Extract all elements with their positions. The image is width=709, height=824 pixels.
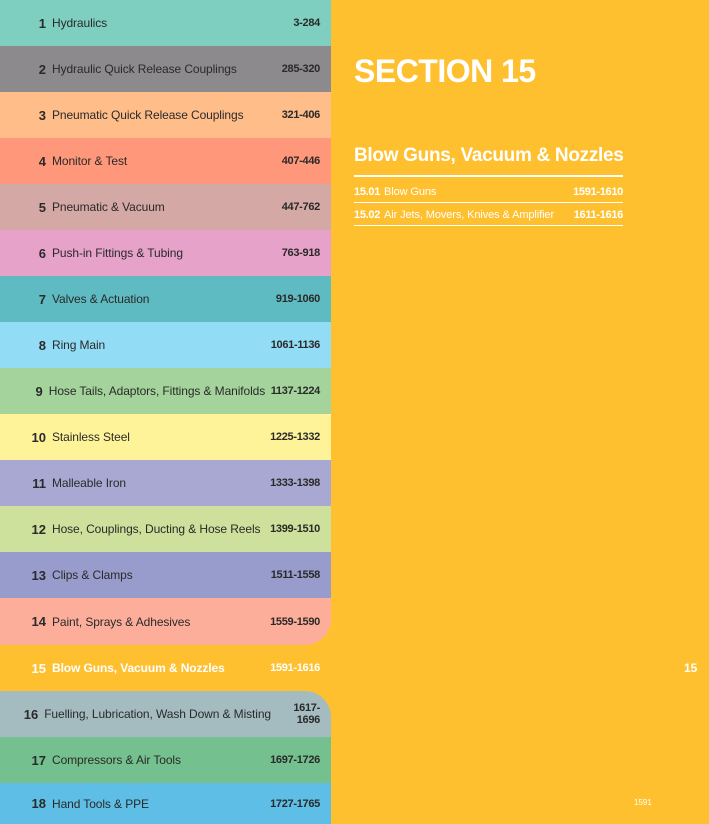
subsection-range: 1591-1610: [573, 185, 623, 198]
section-heading: SECTION 15: [354, 53, 536, 89]
toc-section-number: 5: [38, 199, 46, 215]
toc-section-title: Hose, Couplings, Ducting & Hose Reels: [52, 522, 261, 536]
toc-section-number: 8: [38, 337, 46, 353]
toc-section-title: Blow Guns, Vacuum & Nozzles: [52, 661, 225, 675]
toc-section-number: 16: [23, 706, 39, 722]
toc-page-range: 919-1060: [275, 293, 320, 305]
toc-page-range: 447-762: [281, 201, 320, 213]
subsection-range: 1611-1616: [573, 208, 623, 221]
toc-section-number: 11: [32, 475, 46, 491]
toc-section-title: Stainless Steel: [52, 430, 130, 444]
toc-section-number: 13: [31, 567, 46, 583]
toc-section-title: Malleable Iron: [52, 476, 126, 490]
toc-row-section-11[interactable]: [0, 460, 331, 506]
toc-row-section-2[interactable]: [0, 46, 331, 92]
toc-row-section-15[interactable]: [0, 645, 331, 691]
toc-section-number: 9: [35, 383, 43, 399]
toc-row-section-14[interactable]: [0, 598, 331, 645]
toc-page-range: 763-918: [281, 247, 320, 259]
toc-page-range: 1225-1332: [270, 431, 320, 443]
toc-page-range: 1511-1558: [270, 569, 320, 581]
toc-section-title: Ring Main: [52, 338, 106, 352]
section-subtitle: Blow Guns, Vacuum & Nozzles: [354, 145, 624, 166]
page-number: 1591: [634, 798, 652, 807]
toc-section-number: 1: [38, 15, 46, 31]
toc-section-number: 15: [31, 660, 46, 676]
toc-row-section-1[interactable]: [0, 0, 331, 46]
toc-section-title: Pneumatic Quick Release Couplings: [52, 108, 244, 122]
toc-row-section-8[interactable]: [0, 322, 331, 368]
toc-section-title: Hand Tools & PPE: [52, 796, 149, 811]
subsection-label: Blow Guns: [384, 185, 437, 198]
toc-section-number: 18: [31, 796, 46, 811]
toc-section-title: Hose Tails, Adaptors, Fittings & Manifolds: [48, 384, 266, 398]
toc-row-section-12[interactable]: [0, 506, 331, 552]
toc-section-number: 14: [31, 614, 46, 629]
toc-page-range: 3-284: [293, 17, 320, 29]
toc-row-section-18[interactable]: [0, 783, 331, 824]
toc-section-number: 7: [38, 291, 46, 307]
toc-section-title: Compressors & Air Tools: [52, 753, 181, 767]
toc-section-number: 2: [38, 61, 46, 77]
toc-row-section-16[interactable]: [0, 691, 331, 737]
toc-page-range: 1137-1224: [270, 385, 320, 397]
toc-row-section-13[interactable]: [0, 552, 331, 598]
toc-page-range: 1061-1136: [270, 339, 320, 351]
toc-page-range: 1333-1398: [270, 477, 320, 489]
subsection-row[interactable]: [354, 204, 623, 226]
toc-page-range: 1399-1510: [270, 523, 320, 535]
subsection-label: Air Jets, Movers, Knives & Amplifier: [384, 208, 555, 221]
toc-row-section-10[interactable]: [0, 414, 331, 460]
toc-section-number: 10: [31, 429, 46, 445]
toc-row-section-4[interactable]: [0, 138, 331, 184]
toc-section-title: Hydraulic Quick Release Couplings: [52, 62, 237, 76]
toc-section-title: Hydraulics: [52, 16, 108, 30]
toc-section-number: 12: [31, 521, 46, 537]
toc-section-title: Push-in Fittings & Tubing: [52, 246, 183, 260]
toc-section-number: 17: [31, 752, 46, 768]
toc-page-range: 1591-1616: [270, 662, 320, 674]
toc-section-title: Monitor & Test: [52, 154, 128, 168]
toc-section-number: 6: [38, 245, 46, 261]
toc-row-section-6[interactable]: [0, 230, 331, 276]
side-tab-number: 15: [684, 661, 698, 675]
toc-page-range: 321-406: [281, 109, 320, 121]
toc-row-section-9[interactable]: [0, 368, 331, 414]
toc-row-section-7[interactable]: [0, 276, 331, 322]
toc-section-title: Pneumatic & Vacuum: [52, 200, 165, 214]
toc-page-range: 1727-1765: [270, 797, 320, 810]
toc-page-range: 1617-1696: [293, 702, 320, 726]
subsection-row[interactable]: [354, 181, 623, 203]
toc-page-range: 407-446: [281, 155, 320, 167]
toc-section-title: Valves & Actuation: [52, 292, 150, 306]
toc-sidebar: [0, 0, 331, 824]
toc-section-title: Clips & Clamps: [52, 568, 133, 582]
toc-page-range: 1697-1726: [270, 754, 320, 766]
toc-row-section-5[interactable]: [0, 184, 331, 230]
toc-section-title: Paint, Sprays & Adhesives: [52, 614, 191, 629]
subsection-code: 15.01: [354, 185, 381, 198]
toc-section-number: 4: [38, 153, 46, 169]
toc-page-range: 285-320: [281, 63, 320, 75]
subtitle-rule: [354, 175, 623, 177]
toc-row-section-17[interactable]: [0, 737, 331, 783]
toc-row-section-3[interactable]: [0, 92, 331, 138]
subsection-code: 15.02: [354, 208, 381, 221]
toc-section-number: 3: [38, 107, 46, 123]
toc-section-title: Fuelling, Lubrication, Wash Down & Misting: [44, 707, 271, 721]
toc-page-range: 1559-1590: [270, 615, 320, 628]
